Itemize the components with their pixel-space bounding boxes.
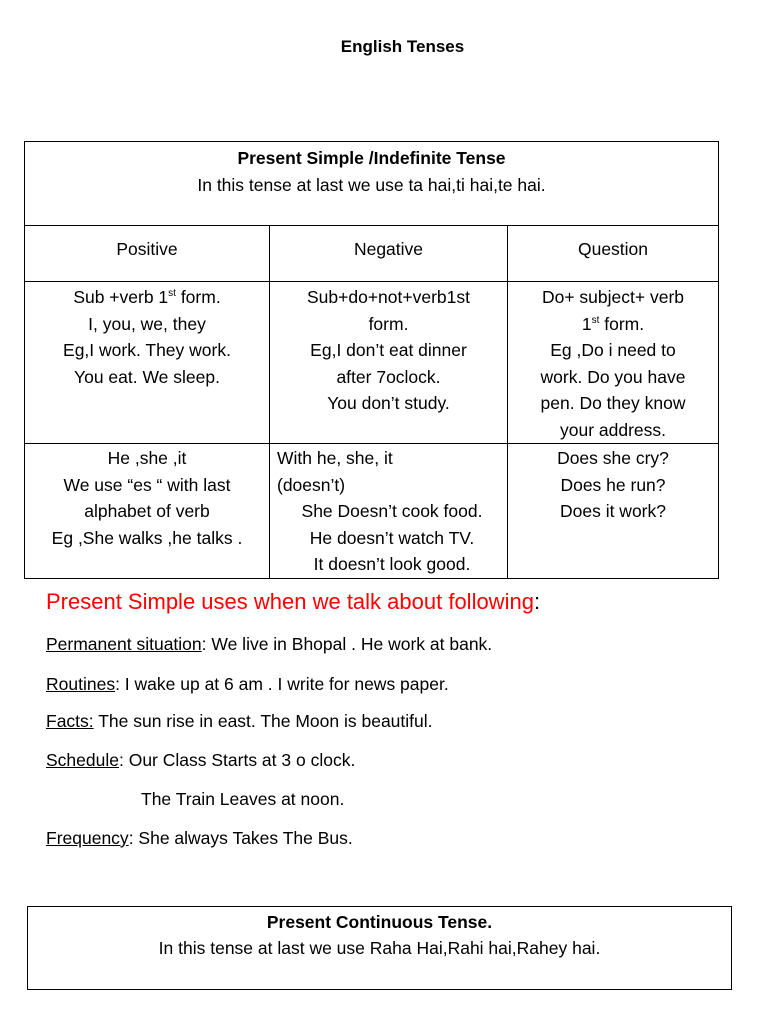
table-heading: Present Simple /Indefinite Tense <box>237 148 506 168</box>
column-header-negative: Negative <box>270 226 508 282</box>
column-header-question: Question <box>508 226 719 282</box>
present-simple-table <box>24 141 719 579</box>
page-title: English Tenses <box>340 37 465 56</box>
continuous-heading: Present Continuous Tense. <box>266 912 493 932</box>
cell-question-third-person: Does she cry? Does he run? Does it work? <box>508 444 719 579</box>
continuous-subheading: In this tense at last we use Raha Hai,Rahi hai,Rahey hai. <box>158 938 601 958</box>
cell-negative-rule: Sub+do+not+verb1st form. Eg,I don’t eat dinner after 7oclock. You don’t study. <box>270 282 508 444</box>
cell-question-rule: Do+ subject+ verb 1st form. Eg ,Do i need to work. Do you have pen. Do they know your address. <box>508 282 719 444</box>
present-continuous-box <box>27 906 732 990</box>
cell-negative-third-person: With he, she, it (doesn’t) She Doesn’t cook food. He doesn’t watch TV. It doesn’t look good. <box>270 444 508 579</box>
use-item-facts: Facts: The sun rise in east. The Moon is beautiful. <box>46 711 433 731</box>
cell-positive-third-person: He ,she ,it We use “es “ with last alphabet of verb Eg ,She walks ,he talks . <box>25 444 270 579</box>
table-row <box>25 282 719 444</box>
table-subheading: In this tense at last we use ta hai,ti hai,te hai. <box>197 174 546 195</box>
use-item-permanent: Permanent situation: We live in Bhopal . He work at bank. <box>46 634 493 654</box>
table-header-cell <box>25 142 719 226</box>
cell-positive-rule: Sub +verb 1st form. I, you, we, they Eg,I work. They work. You eat. We sleep. <box>25 282 270 444</box>
use-item-frequency: Frequency: She always Takes The Bus. <box>46 828 353 848</box>
column-header-positive: Positive <box>25 226 270 282</box>
table-row <box>25 444 719 579</box>
uses-heading: Present Simple uses when we talk about following: <box>46 589 541 614</box>
use-item-schedule-continued: The Train Leaves at noon. <box>141 789 345 809</box>
use-item-schedule: Schedule: Our Class Starts at 3 o clock. <box>46 750 356 770</box>
use-item-routines: Routines: I wake up at 6 am . I write for news paper. <box>46 674 449 694</box>
